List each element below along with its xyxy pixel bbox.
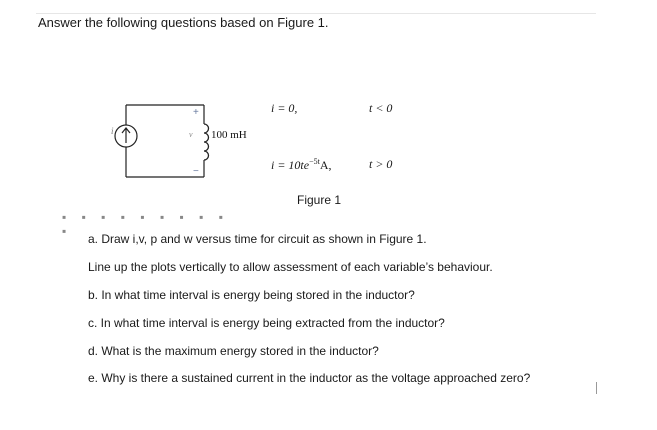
current-label: i: [111, 126, 114, 136]
equation-2: $i = 10te^{-5t}A$,: [271, 157, 332, 172]
question-b: b. In what time interval is energy being stored in the inductor?: [88, 288, 415, 302]
question-e: e. Why is there a sustained current in the inductor as the voltage approached zero?: [88, 371, 531, 385]
inductor-coil: [204, 124, 209, 160]
top-divider: [36, 13, 596, 14]
question-a-note: Line up the plots vertically to allow assessment of each variable’s behaviour.: [88, 260, 493, 274]
question-a: a. Draw i,v, p and w versus time for circuit as shown in Figure 1.: [88, 232, 427, 246]
equation-1-condition: t < 0: [369, 101, 393, 115]
question-d: d. What is the maximum energy stored in the inductor?: [88, 344, 379, 358]
equation-2-condition: t > 0: [369, 157, 393, 171]
equation-2-exponent: −5t: [309, 157, 320, 166]
plus-sign: +: [193, 107, 199, 118]
clipped-text-line: ▪ ▪ ▪ ▪ ▪ ▪ ▪ ▪ ▪ ▪: [62, 210, 229, 238]
equation-1: i = 0,: [271, 101, 298, 115]
figure-caption: Figure 1: [297, 193, 342, 207]
minus-sign: −: [193, 166, 199, 177]
circuit-diagram: [108, 96, 268, 186]
equation-2-unit: A,: [319, 158, 332, 172]
page-heading: Answer the following questions based on Figure 1.: [38, 15, 329, 30]
question-c: c. In what time interval is energy being extracted from the inductor?: [88, 316, 445, 330]
text-cursor: [596, 382, 597, 394]
inductor-label: 100 mH: [211, 129, 247, 141]
voltage-label: v: [189, 130, 193, 139]
